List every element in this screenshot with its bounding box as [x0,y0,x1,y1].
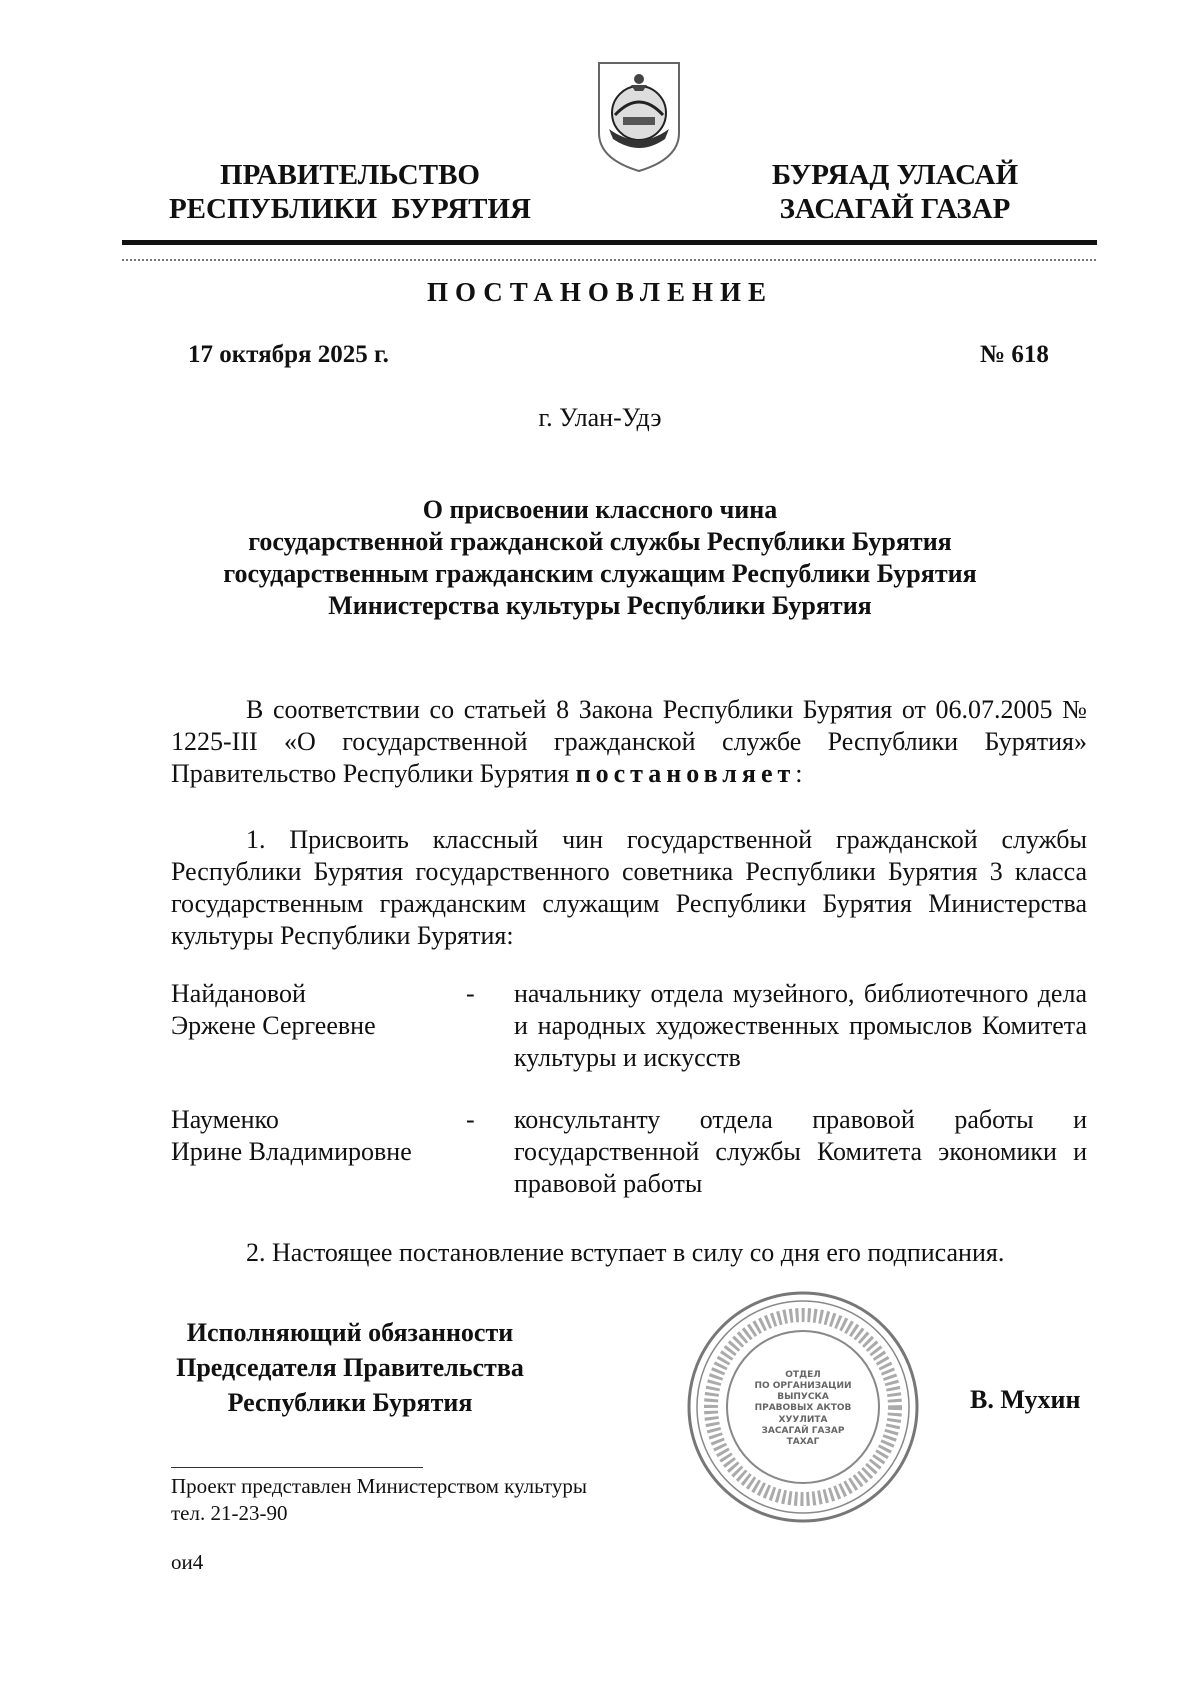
subject-line-1: О присвоении классного чина [422,495,778,524]
preamble-paragraph: В соответствии со статьей 8 Закона Республики Бурятия от 06.07.2005 № 1225-III «О государственной гражданской службе Республики Бурятия» Правительство Республики Бурятия постановляет: [171,695,1087,788]
footer-line-2: тел. 21-23-90 [171,1501,288,1525]
document-code: ои4 [171,1550,204,1574]
official-seal-stamp [683,1287,923,1527]
svg-text:ХУУЛИТА: ХУУЛИТА [778,1415,828,1425]
svg-text:ВЫПУСКА: ВЫПУСКА [777,1392,829,1402]
header-divider-thin [122,259,1097,261]
document-date: 17 октября 2025 г. [188,341,389,368]
document-type-title: ПОСТАНОВЛЕНИЕ [426,277,774,307]
signatory-title-line-2: Председателя Правительства [176,1353,524,1382]
point-2-text: 2. Настоящее постановление вступает в силу со дня его подписания. [246,1238,1005,1267]
signatory-title-line-1: Исполняющий обязанности [186,1318,514,1347]
svg-text:ПРАВОВЫХ АКТОВ: ПРАВОВЫХ АКТОВ [754,1403,852,1413]
subject-line-4: Министерства культуры Республики Бурятия [328,591,872,620]
person-2-position: консультанту отдела правовой работы и государственной службы Комитета экономики и правовой работы [514,1105,1087,1198]
header-divider-thick [122,240,1097,245]
footer-note [171,1473,587,1527]
preamble-text: В соответствии со статьей 8 Закона Республики Бурятия от 06.07.2005 № 1225-III «О государственной гражданской службе Республики Бурятия» Правительство Республики Бурятия [171,695,1087,788]
svg-text:ПО ОРГАНИЗАЦИИ: ПО ОРГАНИЗАЦИИ [754,1381,852,1391]
person-1-position: начальнику отдела музейного, библиотечного дела и народных художественных промыслов Комитета культуры и искусств [514,979,1087,1072]
coat-of-arms-emblem [593,55,685,175]
svg-text:ЗАСАГАЙ ГАЗАР: ЗАСАГАЙ ГАЗАР [761,1426,845,1436]
government-name-buryat [735,158,1055,226]
svg-text:ТАХАГ: ТАХАГ [786,1437,820,1447]
document-city: г. Улан-Удэ [538,403,662,432]
person-1-given-name: Эржене Сергеевне [171,1011,376,1040]
footer-line-1: Проект представлен Министерством культуры [171,1474,587,1498]
person-2-dash: - [466,1105,475,1134]
point-1-text: 1. Присвоить классный чин государственной гражданской службы Республики Бурятия государственного советника Республики Бурятия 3 класса государственным гражданским служащим Республики Бурятия Министерства культуры Республики Бурятия: [171,825,1087,950]
signatory-title-line-3: Республики Бурятия [227,1388,473,1417]
point-2-paragraph [171,1237,1087,1269]
government-name-russian [150,158,550,226]
header-right-line-1: БУРЯАД УЛАСАЙ [771,159,1019,191]
header-left-line-1: ПРАВИТЕЛЬСТВО [220,159,480,191]
footer-divider [171,1467,423,1468]
subject-line-2: государственной гражданской службы Республики Бурятия [248,527,952,556]
person-2-name [171,1104,471,1168]
header-left-line-2: РЕСПУБЛИКИ БУРЯТИЯ [168,193,532,225]
person-1-dash: - [466,979,475,1008]
signatory-title [150,1315,550,1420]
point-1-paragraph [171,824,1087,952]
header-right-line-2: ЗАСАГАЙ ГАЗАР [779,193,1011,225]
document-subject [150,494,1050,622]
person-1-name [171,978,471,1042]
svg-text:ОТДЕЛ: ОТДЕЛ [785,1370,821,1380]
person-2-surname: Науменко [171,1105,279,1134]
signatory-name: В. Мухин [970,1385,1081,1414]
document-number: № 618 [980,341,1049,368]
subject-line-3: государственным гражданским служащим Республики Бурятия [223,559,977,588]
decree-word: постановляет [575,759,796,788]
person-1-surname: Найдановой [171,979,306,1008]
person-2-given-name: Ирине Владимировне [171,1137,412,1166]
